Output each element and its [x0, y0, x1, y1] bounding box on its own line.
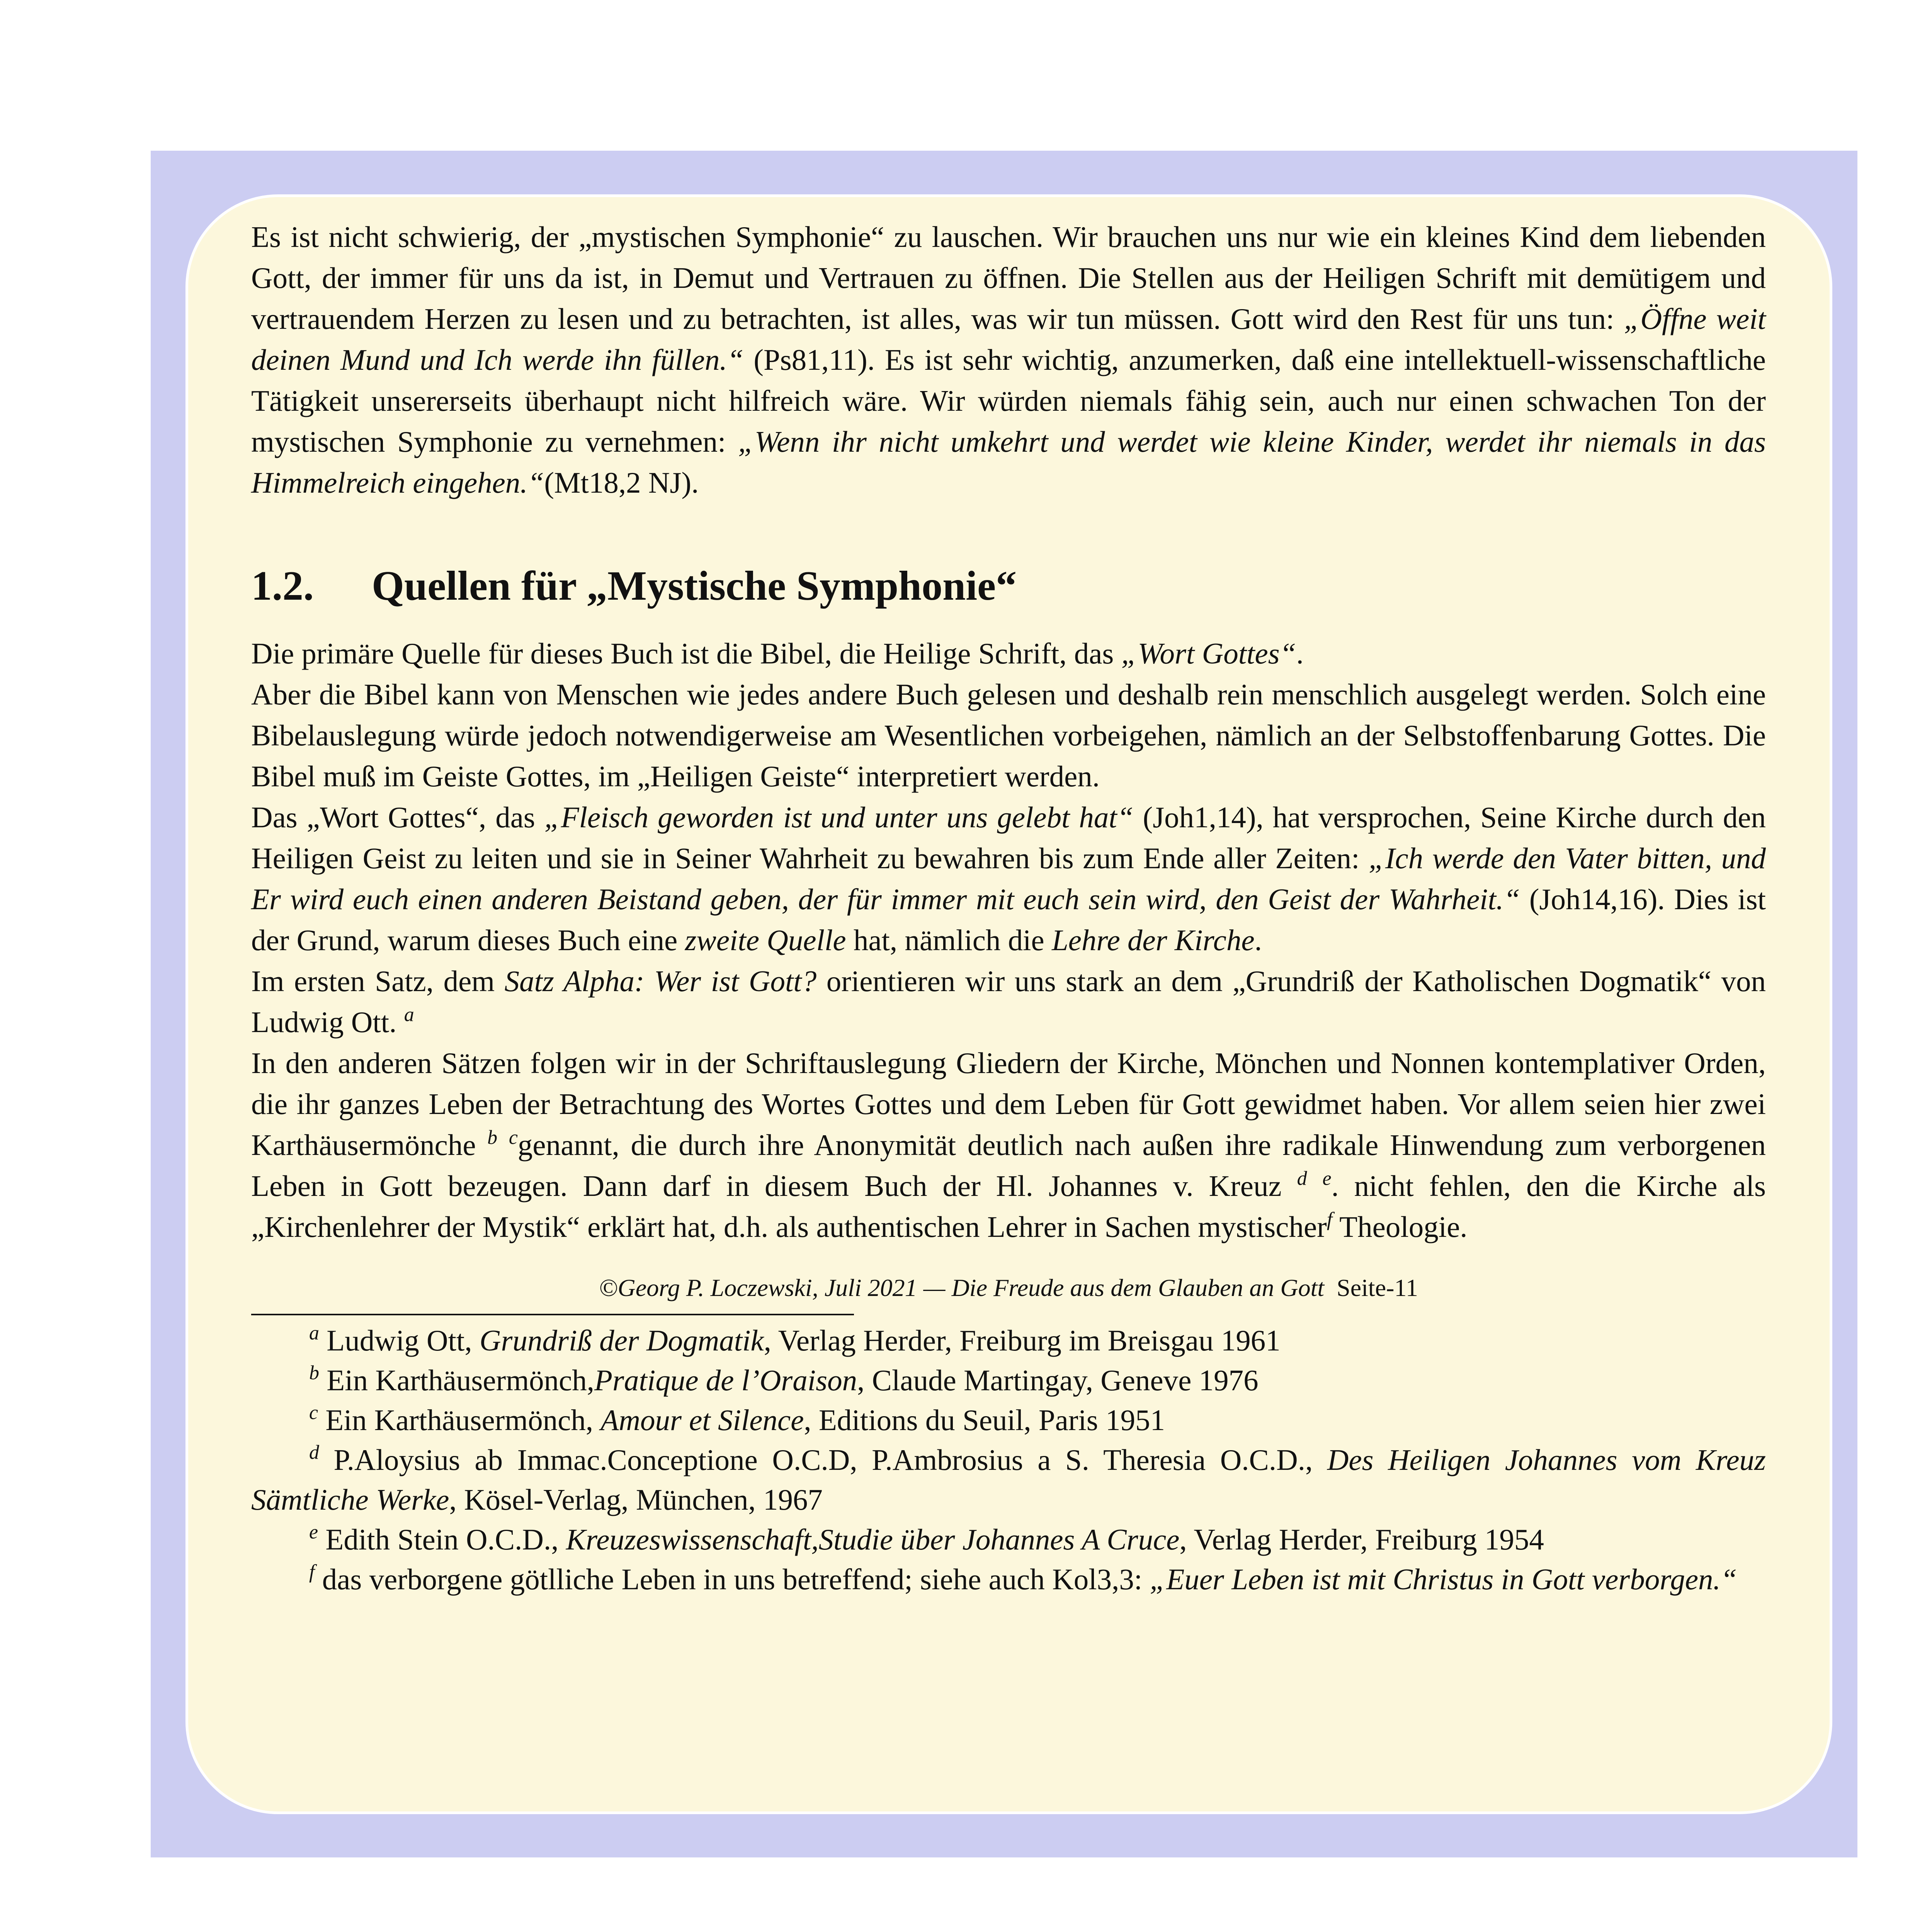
- footnote-ref[interactable]: b: [487, 1126, 498, 1149]
- footnote-d: $^d$ P.Aloysius ab Immac.Conceptione O.C.D, P.Ambrosius a S. Theresia O.C.D., Des Heiligen Johannes vom Kreuz Sämtliche Werke, Kösel-Verlag, München, 1967: [251, 1441, 1766, 1516]
- footnote-c: $^c$ Ein Karthäusermönch, Amour et Silence, Editions du Seuil, Paris 1951: [309, 1401, 1165, 1437]
- footnotes: [251, 1321, 1766, 1599]
- footnote-ref[interactable]: a: [404, 1003, 414, 1026]
- body-paragraph-4: Im ersten Satz, dem Satz Alpha: Wer ist Gott? orientieren wir uns stark an dem „Grundriß der Katholischen Dogmatik“ von Ludwig Ott. $^a$: [251, 964, 1766, 1039]
- section-heading: [251, 561, 1766, 611]
- footnote-ref[interactable]: d: [1297, 1167, 1307, 1190]
- section-number: 1.2.: [251, 563, 314, 609]
- section-title: Quellen für „Mystische Symphonie“: [372, 563, 1017, 609]
- body-paragraph-5: In den anderen Sätzen folgen wir in der Schriftauslegung Gliedern der Kirche, Mönchen und Nonnen kontemplativer Orden, die ihr ganzes Leben der Betrachtung des Wortes Gottes und dem Leben für Gott gewidmet haben. Vor allem seien hier zwei Karthäusermönche $^b$ $^c$genannt, die durch ihre Anonymität deutlich nach außen ihre radikale Hinwendung zum verborgenen Leben in Gott bezeugen. Dann darf in diesem Buch der Hl. Johannes v. Kreuz $^d$ $^e$. nicht fehlen, den die Kirche als „Kirchenlehrer der Mystik“ erklärt hat, d.h. als authentischen Lehrer in Sachen mystischer$^f$ Theologie.: [251, 1046, 1766, 1243]
- intro-paragraph: Es ist nicht schwierig, der „mystischen Symphonie“ zu lauschen. Wir brauchen uns nur wie ein kleines Kind dem liebenden Gott, der immer für uns da ist, in Demut und Vertrauen zu öffnen. Die Stellen aus der Heiligen Schrift mit demütigem und vertrauendem Herzen zu lesen und zu betrachten, ist alles, was wir tun müssen. Gott wird den Rest für uns tun: „Öffne weit deinen Mund und Ich werde ihn füllen.“ (Ps81,11). Es ist sehr wichtig, anzumerken, daß eine intellektuell-wissenschaftliche Tätigkeit unsererseits überhaupt nicht hilfreich wäre. Wir würden niemals fähig sein, auch nur einen schwachen Ton der mystischen Symphonie zu vernehmen: „Wenn ihr nicht umkehrt und werdet wie kleine Kinder, werdet ihr niemals in das Himmelreich eingehen.“(Mt18,2 NJ).: [251, 220, 1766, 499]
- footnote-ref[interactable]: e: [1322, 1167, 1332, 1190]
- body-paragraph-1: Die primäre Quelle für dieses Buch ist die Bibel, die Heilige Schrift, das „Wort Gottes“.: [251, 637, 1304, 670]
- page-footer: [251, 1270, 1766, 1305]
- footnote-rule: [251, 1314, 854, 1315]
- footnote-ref[interactable]: c: [509, 1126, 518, 1149]
- footnote-a: $^a$ Ludwig Ott, Grundriß der Dogmatik, Verlag Herder, Freiburg im Breisgau 1961: [309, 1322, 1281, 1357]
- footnote-f: $^f$ das verborgene götlliche Leben in uns betreffend; siehe auch Kol3,3: „Euer Leben ist mit Christus in Gott verborgen.“: [309, 1561, 1737, 1596]
- footnote-ref[interactable]: f: [1327, 1208, 1333, 1231]
- body-paragraph-2: Aber die Bibel kann von Menschen wie jedes andere Buch gelesen und deshalb rein menschlich ausgelegt werden. Solch eine Bibelauslegung würde jedoch notwendigerweise am Wesentlichen vorbeigehen, nämlich an der Selbstoffenbarung Gottes. Die Bibel muß im Geiste Gottes, im „Heiligen Geiste“ interpretiert werden.: [251, 678, 1766, 793]
- page-content: [251, 216, 1766, 1599]
- quote-matthew: „Wenn ihr nicht umkehrt und werdet wie kleine Kinder, werdet ihr niemals in das Himmelreich eingehen.“: [251, 425, 1766, 499]
- footnote-e: $^e$ Edith Stein O.C.D., Kreuzeswissenschaft,Studie über Johannes A Cruce, Verlag Herder, Freiburg 1954: [309, 1521, 1544, 1556]
- body-paragraph-3: Das „Wort Gottes“, das „Fleisch geworden ist und unter uns gelebt hat“ (Joh1,14), hat versprochen, Seine Kirche durch den Heiligen Geist zu leiten und sie in Seiner Wahrheit zu bewahren bis zum Ende aller Zeiten: „Ich werde den Vater bitten, und Er wird euch einen anderen Beistand geben, der für immer mit euch sein wird, den Geist der Wahrheit.“ (Joh14,16). Dies ist der Grund, warum dieses Buch eine zweite Quelle hat, nämlich die Lehre der Kirche.: [251, 801, 1766, 957]
- footnote-b: $^b$ Ein Karthäusermönch,Pratique de l’Oraison, Claude Martingay, Geneve 1976: [309, 1362, 1259, 1397]
- copyright-line: ©Georg P. Loczewski, Juli 2021 — Die Freude aus dem Glauben an Gott: [599, 1274, 1325, 1301]
- page-number: Seite-11: [1337, 1274, 1418, 1301]
- quote-psalm: „Öffne weit deinen Mund und Ich werde ihn füllen.“: [251, 302, 1766, 376]
